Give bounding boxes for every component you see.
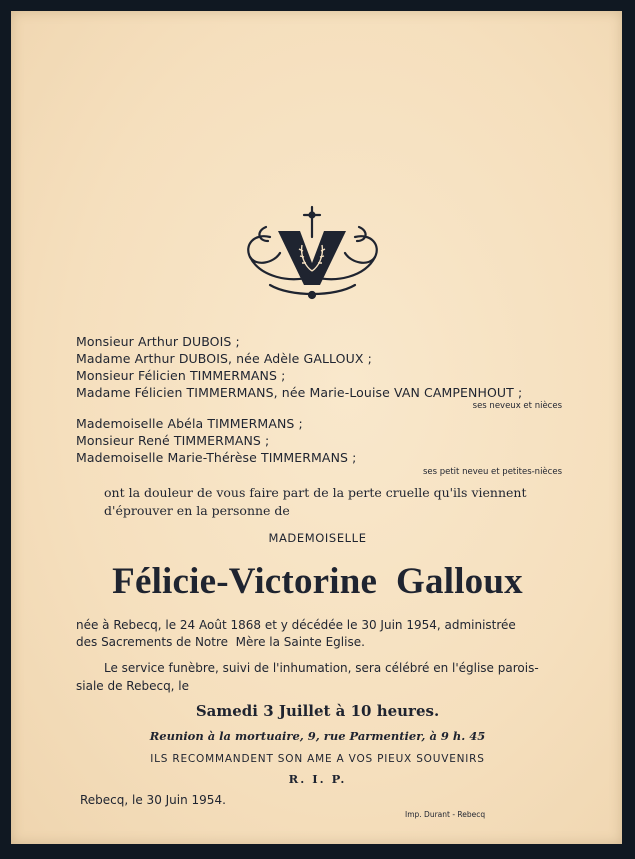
printer-credit: Imp. Durant - Rebecq [405,810,486,819]
birth-death-line: des Sacrements de Notre Mère la Sainte Eglise. [76,635,365,649]
announcement-line: ont la douleur de vous faire part de la perte cruelle qu'ils viennent [104,485,527,500]
family-line: Madame Félicien TIMMERMANS, née Marie-Louise VAN CAMPENHOUT ; [76,385,523,400]
family-line: Monsieur Arthur DUBOIS ; [76,334,240,349]
family-line: Mademoiselle Marie-Thérèse TIMMERMANS ; [76,450,357,465]
place-date: Rebecq, le 30 Juin 1954. [80,793,226,807]
relation-note: ses neveux et nièces [472,401,562,411]
family-line: Madame Arthur DUBOIS, née Adèle GALLOUX ; [76,351,372,366]
reunion-line: Reunion à la mortuaire, 9, rue Parmentier, à 9 h. 45 [149,729,486,743]
family-line: Monsieur René TIMMERMANS ; [76,433,270,448]
birth-death-line: née à Rebecq, le 24 Août 1868 et y décédée le 30 Juin 1954, administrée [76,618,516,632]
service-line: Le service funèbre, suivi de l'inhumation, sera célébré en l'église parois- [104,661,539,675]
title: MADEMOISELLE [268,531,367,545]
announcement-line: d'éprouver en la personne de [104,503,290,518]
recommend-line: ILS RECOMMANDENT SON AME A VOS PIEUX SOUVENIRS [150,753,485,765]
relation-note: ses petit neveu et petites-nièces [422,467,562,477]
family-line: Mademoiselle Abéla TIMMERMANS ; [76,416,303,431]
cross-v-monogram-icon [240,205,385,305]
deceased-name: Félicie-Victorine Galloux [112,561,523,602]
service-date: Samedi 3 Juillet à 10 heures. [195,702,440,720]
family-line: Monsieur Félicien TIMMERMANS ; [76,368,286,383]
rip: R. I. P. [288,772,347,786]
service-line: siale de Rebecq, le [76,679,190,693]
